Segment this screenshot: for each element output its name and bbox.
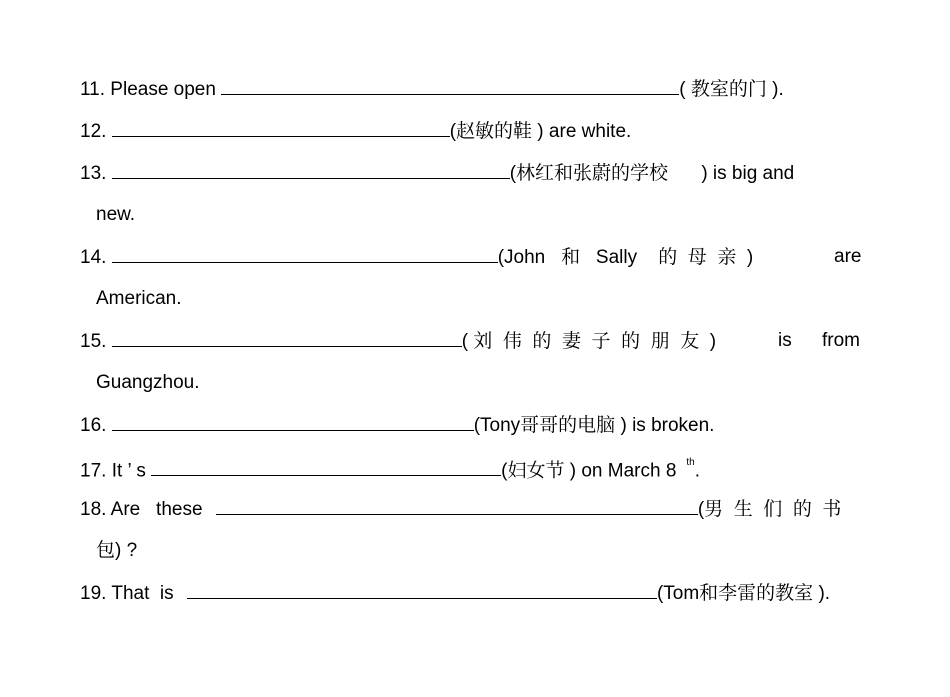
item-12 [80,120,631,143]
item-15-mid: is [778,330,792,351]
item-number: 12. [80,121,107,142]
item-15-cont: Guangzhou. [96,372,200,393]
item-15-end: from [822,330,860,351]
answer-blank[interactable] [112,330,462,347]
item-11 [80,78,784,101]
item-text: Are these [110,499,203,520]
item-number: 16. [80,415,107,436]
ordinal-suffix: th [686,457,695,468]
item-18-cont: 包) ? [96,540,138,561]
item-14 [80,246,753,269]
answer-blank[interactable] [187,582,657,599]
item-number: 11. [80,79,106,100]
answer-blank[interactable] [221,78,679,95]
item-text: Please open [110,79,216,100]
item-hint: (林红和张蔚的学校 [509,163,669,184]
item-number: 14. [80,247,107,268]
item-hint: ( 教室的门 ). [679,79,784,100]
item-15 [80,330,716,353]
item-hint: (赵敏的鞋 ) [449,121,544,142]
item-hint: (男 生 们 的 书 [697,499,842,520]
answer-blank[interactable] [216,498,698,515]
item-number: 15. [80,331,107,352]
answer-blank[interactable] [112,120,450,137]
item-14-cont: American. [96,288,182,309]
answer-blank[interactable] [112,246,498,263]
answer-blank[interactable] [112,414,474,431]
item-text: ) is big and [701,163,795,184]
item-16 [80,414,714,437]
item-13-cont: new. [96,204,136,225]
item-text: are white. [548,121,632,142]
item-text: is broken. [632,415,715,436]
item-number: 19. [80,583,107,604]
item-hint: (John 和 Sally 的 母 亲 ) [497,247,754,268]
item-14-end: are [834,246,862,267]
item-number: 17. [80,460,107,482]
item-text: It ’ s [111,460,146,482]
item-hint: (Tony哥哥的电脑 ) [473,415,627,436]
item-hint: (Tom和李雷的教室 ). [656,583,831,604]
item-text: That is [111,583,174,604]
item-number: 18. [80,499,107,520]
item-text: . [694,460,701,482]
item-13 [80,162,794,185]
item-number: 13. [80,163,107,184]
item-18 [80,498,841,521]
answer-blank[interactable] [112,162,510,179]
answer-blank[interactable] [151,459,501,476]
item-hint: (妇女节 ) [501,460,577,482]
item-19 [80,582,830,605]
item-hint: ( 刘 伟 的 妻 子 的 朋 友 ) [461,331,717,352]
item-text: on March 8 [581,460,677,482]
item-17 [80,456,700,482]
